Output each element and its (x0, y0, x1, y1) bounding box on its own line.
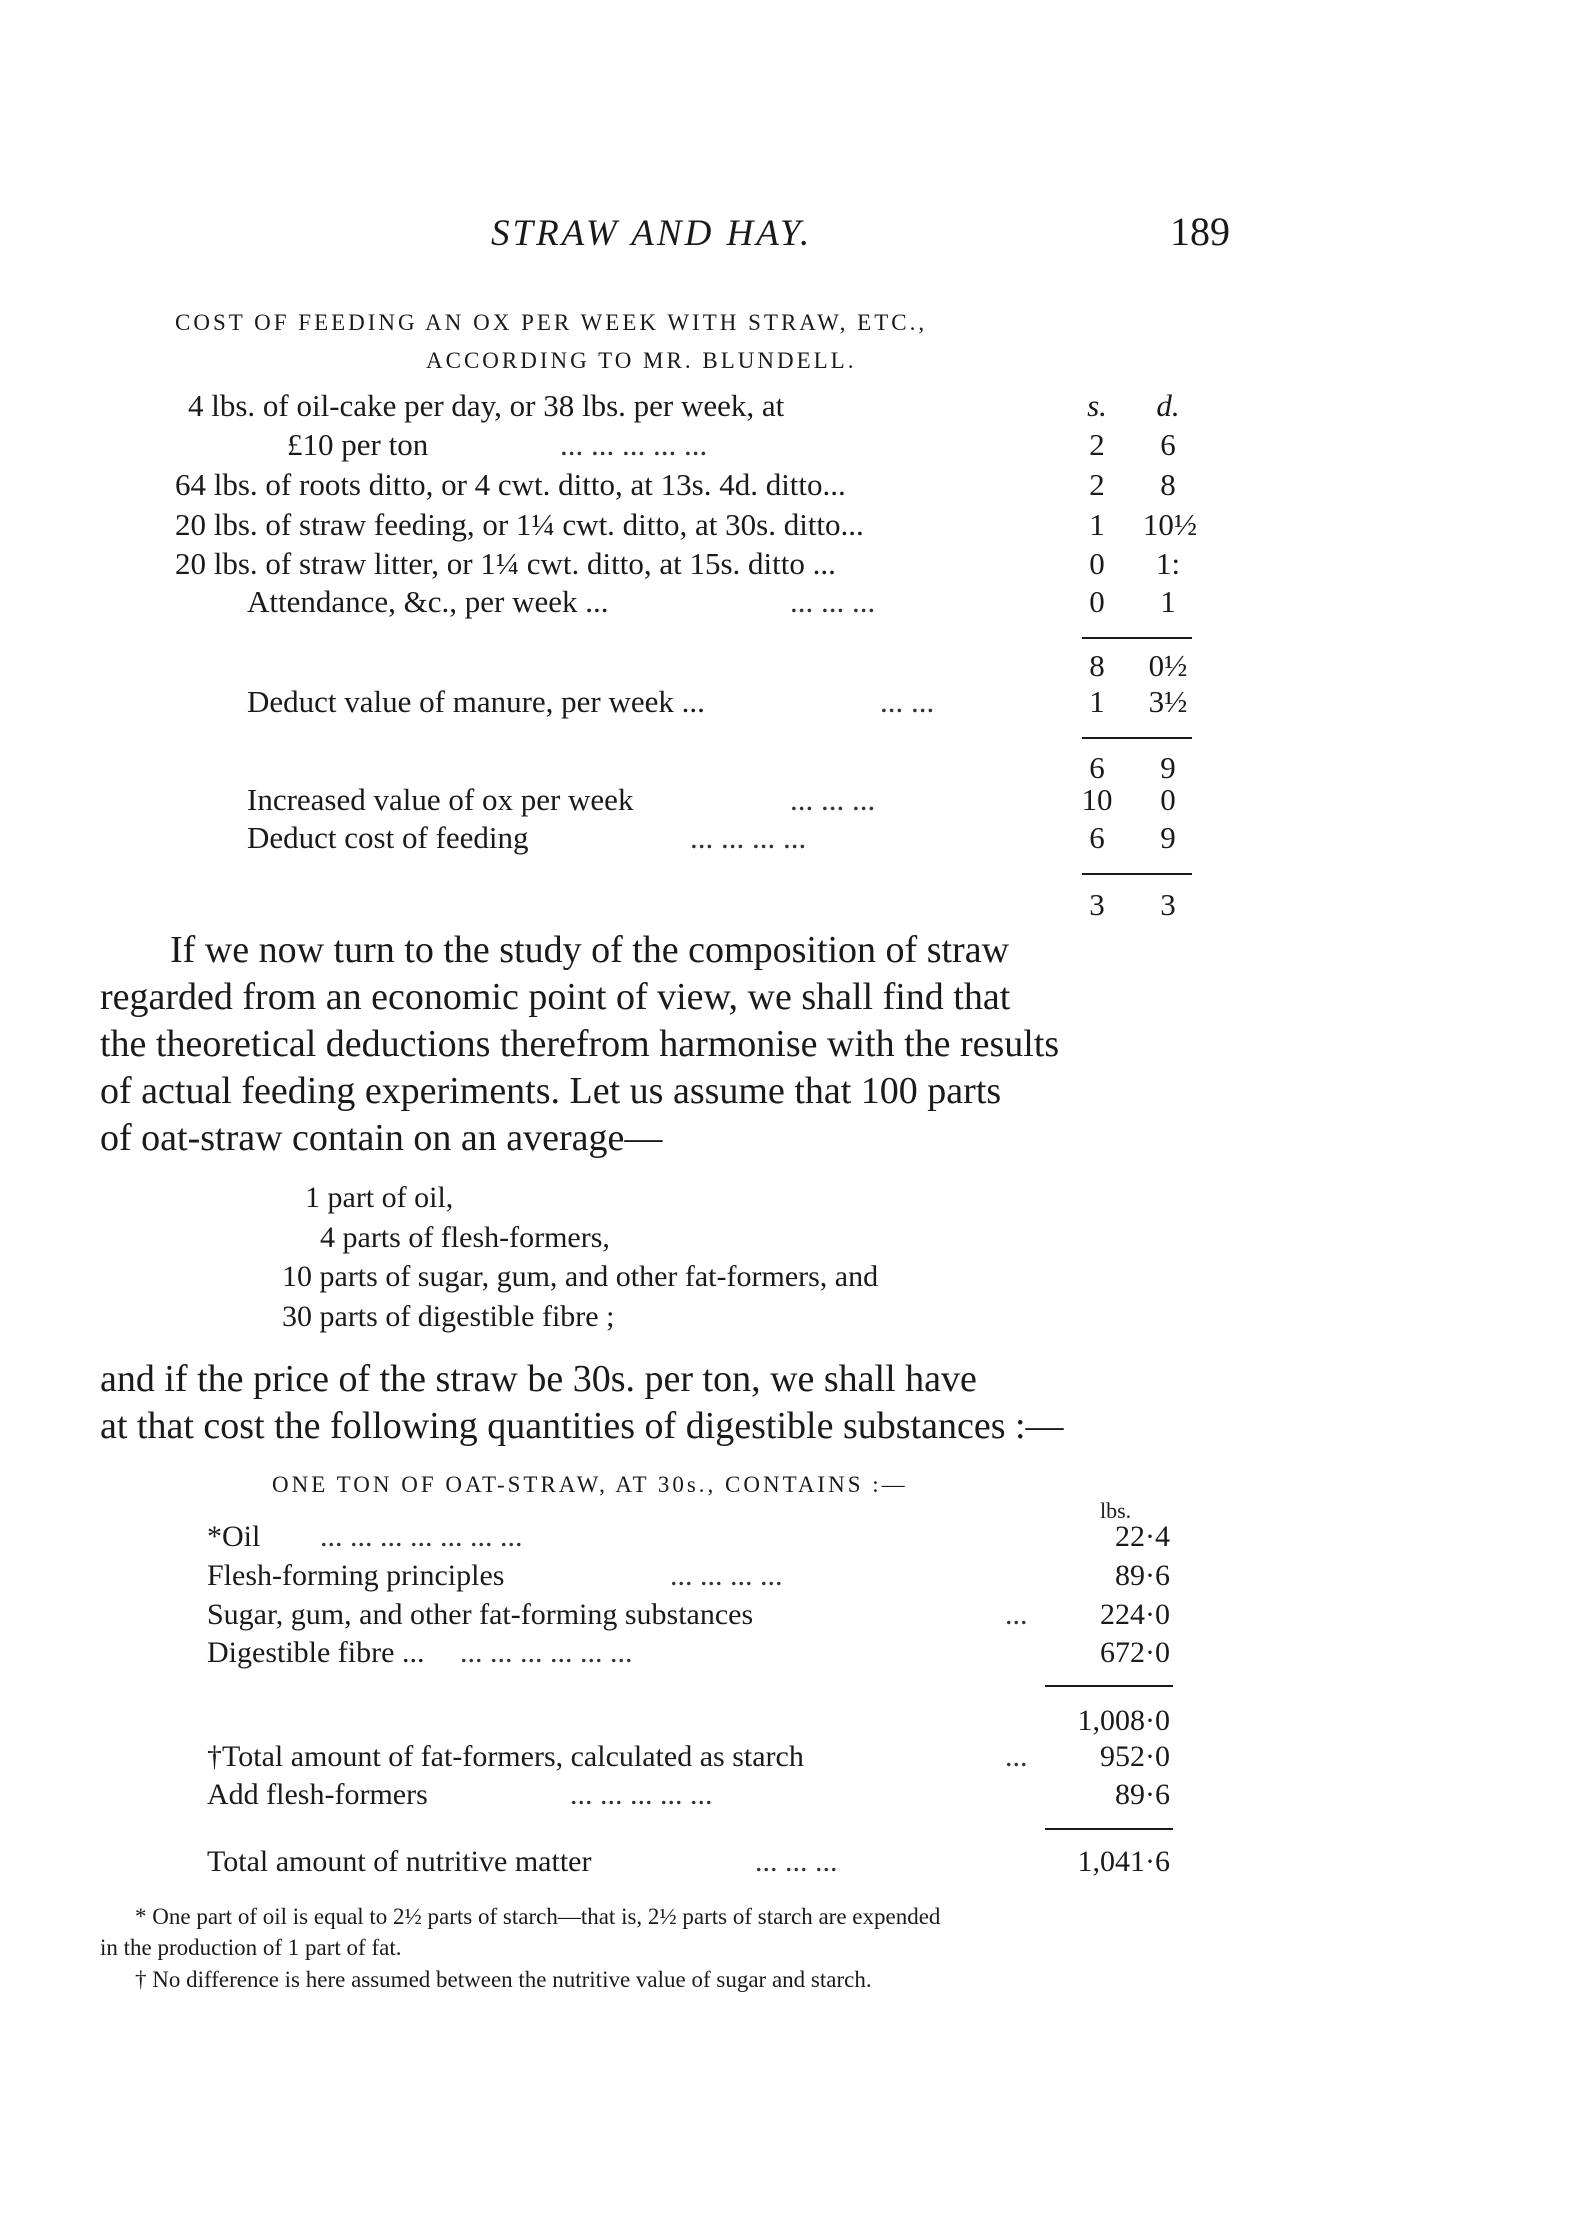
footnote: † No difference is here assumed between the nutritive value of sugar and starch. (135, 1967, 872, 1992)
subtotal-rule (1045, 1685, 1173, 1687)
paragraph-line: and if the price of the straw be 30s. per ton, we shall have (100, 1358, 977, 1400)
table1-row-text: Deduct cost of feeding (247, 820, 529, 855)
table2-row-label: Sugar, gum, and other fat-forming substances (207, 1598, 754, 1631)
table1-cell-d: 3 (1160, 887, 1176, 922)
page-number: 189 (1170, 209, 1230, 254)
table2-subtotal: 1,008·0 (1077, 1704, 1170, 1737)
table1-cell-s: 1 (1089, 684, 1105, 719)
table1-leader: ... ... ... ... ... (560, 427, 708, 462)
table2-leader: ... (1005, 1740, 1028, 1773)
table2-row-label: Total amount of nutritive matter (207, 1845, 592, 1878)
table1-row-text: 64 lbs. of roots ditto, or 4 cwt. ditto, at 13s. 4d. ditto... (175, 467, 846, 502)
list-item: 10 parts of sugar, gum, and other fat-formers, and (282, 1260, 879, 1293)
running-header: STRAW AND HAY. (491, 213, 813, 254)
table1-cell-d: 1 (1160, 584, 1176, 619)
table1-cell-d: 3½ (1148, 684, 1188, 719)
table1-leader: ... ... (880, 684, 935, 719)
table2-value: 89·6 (1115, 1778, 1170, 1811)
table1-cell-s: 6 (1089, 820, 1105, 855)
table1-cell-s: 8 (1089, 648, 1105, 683)
table1-cell-d: 0½ (1148, 648, 1188, 683)
subtotal-rule (1082, 637, 1192, 639)
paragraph-line: of actual feeding experiments. Let us assume that 100 parts (100, 1070, 1002, 1112)
footnote: * One part of oil is equal to 2½ parts of starch—that is, 2½ parts of starch are expended (135, 1904, 941, 1929)
subtotal-rule (1082, 737, 1192, 739)
table1-row-text: 20 lbs. of straw litter, or 1¼ cwt. ditto, at 15s. ditto ... (175, 546, 836, 581)
table1-cell-s: 0 (1089, 584, 1105, 619)
table1-caption-line2: ACCORDING TO MR. BLUNDELL. (426, 348, 857, 373)
table2-row-label: Flesh-forming principles (207, 1559, 505, 1592)
table2-leader: ... ... ... (755, 1845, 838, 1878)
table2-value: 22·4 (1115, 1520, 1170, 1553)
table1-cell-d: 6 (1160, 427, 1176, 462)
table1-row-text: Increased value of ox per week (247, 782, 634, 817)
table1-cell-s: 2 (1089, 427, 1105, 462)
table2-value: 952·0 (1100, 1740, 1170, 1773)
table1-cell-s: 6 (1089, 750, 1105, 785)
table1-cell-d: 9 (1160, 750, 1176, 785)
table1-cell-s: 10 (1081, 782, 1113, 817)
table1-cell-d: 9 (1160, 820, 1176, 855)
unit-label: lbs. (1100, 1498, 1132, 1523)
table2-row-label: *Oil (207, 1520, 261, 1553)
subtotal-rule (1082, 873, 1192, 875)
list-item: 4 parts of flesh-formers, (320, 1221, 610, 1254)
footnote: in the production of 1 part of fat. (100, 1935, 402, 1960)
table1-leader: ... ... ... (790, 584, 876, 619)
table2-value: 672·0 (1100, 1636, 1170, 1669)
table1-cell-s: 0 (1089, 546, 1105, 581)
table1-row-text: 20 lbs. of straw feeding, or 1¼ cwt. ditto, at 30s. ditto... (175, 507, 864, 542)
table1-cell-d: 10½ (1142, 507, 1198, 542)
table2-leader: ... (1005, 1598, 1028, 1631)
table1-row-text: £10 per ton (287, 427, 429, 462)
table1-cell-s: 1 (1089, 507, 1105, 542)
table1-row-text: Attendance, &c., per week ... (247, 584, 609, 619)
total-rule (1045, 1828, 1173, 1830)
table1-caption-line1: COST OF FEEDING AN OX PER WEEK WITH STRAW, ETC., (175, 310, 928, 335)
table1-row-text: 4 lbs. of oil-cake per day, or 38 lbs. per week, at (188, 388, 785, 423)
table2-value: 89·6 (1115, 1559, 1170, 1592)
list-item: 1 part of oil, (305, 1181, 454, 1214)
list-item: 30 parts of digestible fibre ; (282, 1300, 615, 1333)
table1-leader: ... ... ... (790, 782, 876, 817)
table1-cell-d: 8 (1160, 467, 1176, 502)
paragraph-line: at that cost the following quantities of digestible substances :— (100, 1405, 1064, 1447)
table1-cell-s: 3 (1089, 887, 1105, 922)
table2-caption: ONE TON OF OAT-STRAW, AT 30s., CONTAINS :— (272, 1472, 908, 1497)
table1-cell-d: 1: (1155, 546, 1181, 581)
table2-row-label: †Total amount of fat-formers, calculated as starch (207, 1740, 804, 1773)
paragraph-line: regarded from an economic point of view, we shall find that (100, 976, 1011, 1018)
table2-row-label: Add flesh-formers (207, 1778, 428, 1811)
table2-leader: ... ... ... ... ... ... (460, 1636, 633, 1669)
table1-leader: ... ... ... ... (690, 820, 807, 855)
table2-row-label: Digestible fibre ... (207, 1636, 425, 1669)
table2-total: 1,041·6 (1077, 1845, 1170, 1878)
table2-value: 224·0 (1100, 1598, 1170, 1631)
table1-row-text: Deduct value of manure, per week ... (247, 684, 705, 719)
column-header-pence: d. (1156, 388, 1180, 423)
paragraph-line: the theoretical deductions therefrom harmonise with the results (100, 1023, 1060, 1065)
table2-leader: ... ... ... ... ... (570, 1778, 713, 1811)
table2-leader: ... ... ... ... (670, 1559, 783, 1592)
table2-leader: ... ... ... ... ... ... ... (320, 1520, 523, 1553)
table1-cell-s: 2 (1089, 467, 1105, 502)
table1-cell-d: 0 (1160, 782, 1176, 817)
column-header-shillings: s. (1087, 388, 1107, 423)
paragraph-line: If we now turn to the study of the composition of straw (170, 929, 1010, 971)
paragraph-line: of oat-straw contain on an average— (100, 1117, 663, 1159)
